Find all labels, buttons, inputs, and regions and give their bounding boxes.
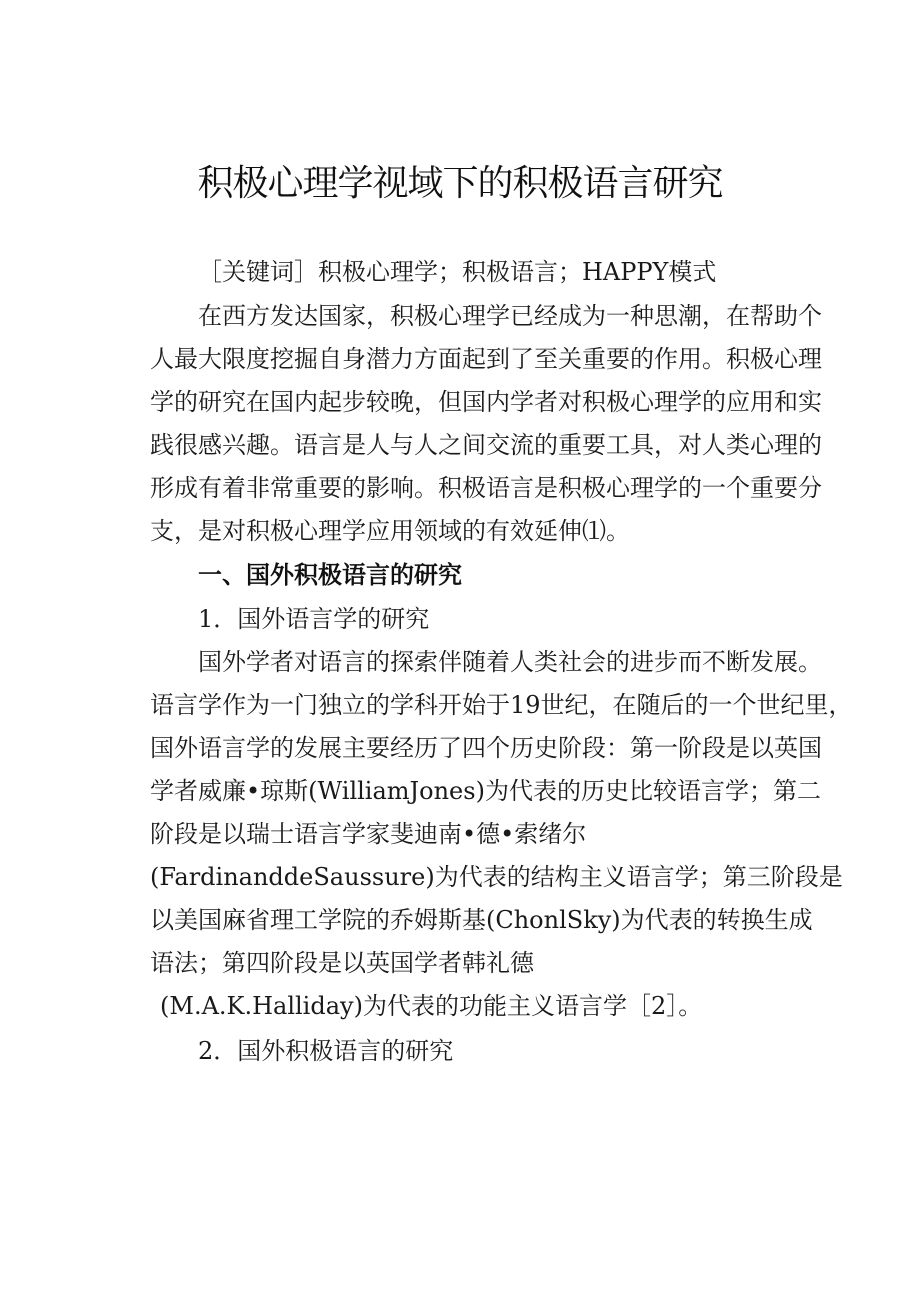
intro-line: 践很感兴趣。语言是人与人之间交流的重要工具，对人类心理的 — [150, 431, 822, 459]
section-heading: 一、国外积极语言的研究 — [198, 561, 462, 589]
body-line: 阶段是以瑞士语言学家斐迪南•德•索绪尔 — [150, 820, 587, 848]
keywords-line: ［关键词］积极心理学；积极语言；HAPPY模式 — [198, 258, 717, 286]
body-line: 语言学作为一门独立的学科开始于19世纪，在随后的一个世纪里， — [150, 691, 853, 719]
body-line: 语法；第四阶段是以英国学者韩礼德 — [150, 949, 534, 977]
intro-line: 形成有着非常重要的影响。积极语言是积极心理学的一个重要分 — [150, 474, 822, 502]
body-line: 国外学者对语言的探索伴随着人类社会的进步而不断发展。 — [198, 648, 822, 676]
body-line: (M.A.K.Halliday)为代表的功能主义语言学［2］。 — [160, 992, 703, 1020]
body-line: (FardinanddeSaussure)为代表的结构主义语言学；第三阶段是 — [150, 863, 843, 891]
body-line: 国外语言学的发展主要经历了四个历史阶段：第一阶段是以英国 — [150, 734, 822, 762]
intro-line: 支，是对积极心理学应用领域的有效延伸⑴。 — [150, 517, 630, 545]
intro-line: 学的研究在国内起步较晚，但国内学者对积极心理学的应用和实 — [150, 388, 822, 416]
document-title: 积极心理学视域下的积极语言研究 — [197, 163, 723, 204]
intro-line: 人最大限度挖掘自身潜力方面起到了至关重要的作用。积极心理 — [150, 345, 822, 373]
intro-line: 在西方发达国家，积极心理学已经成为一种思潮，在帮助个 — [198, 302, 822, 330]
subsection-heading: 1．国外语言学的研究 — [198, 605, 430, 633]
subsection-heading: 2．国外积极语言的研究 — [198, 1037, 454, 1065]
body-line: 学者威廉•琼斯(WilliamJones)为代表的历史比较语言学；第二 — [150, 777, 821, 805]
body-line: 以美国麻省理工学院的乔姆斯基(ChonlSky)为代表的转换生成 — [150, 906, 813, 934]
